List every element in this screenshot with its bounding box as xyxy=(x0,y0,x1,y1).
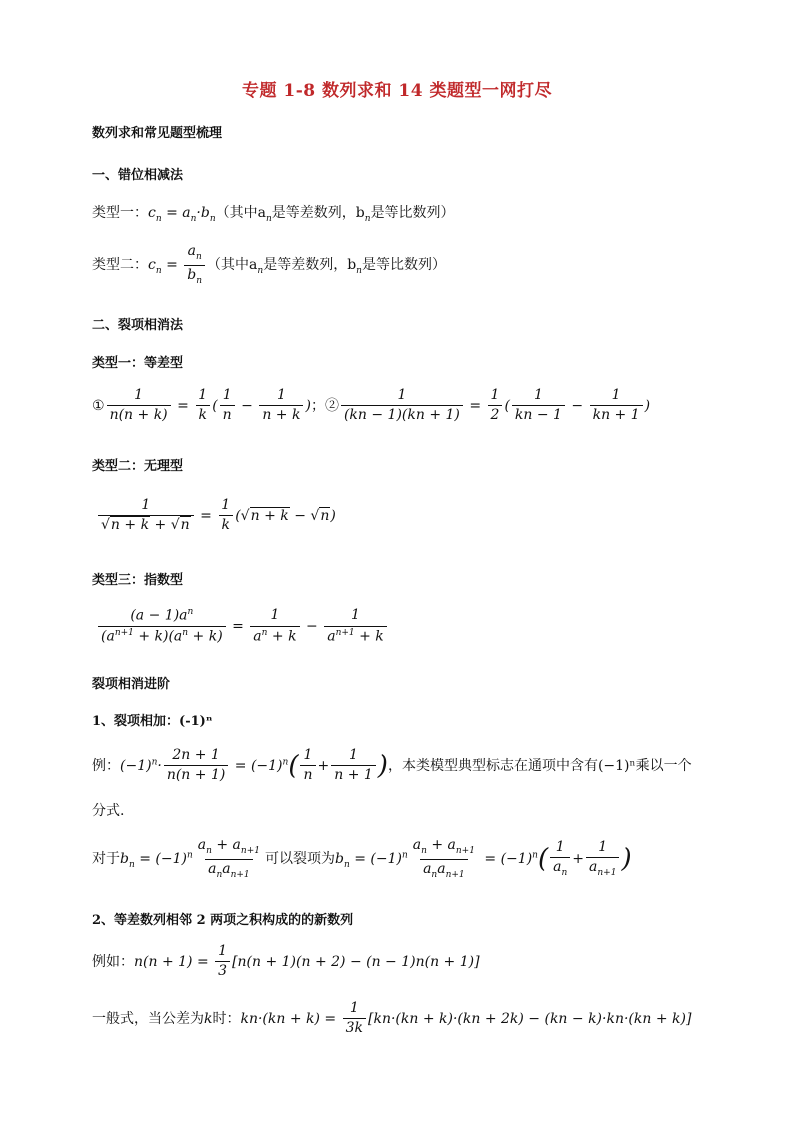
section-2-heading: 二、裂项相消法 xyxy=(92,318,184,333)
type2-label: 类型二： xyxy=(92,257,148,274)
general-k: k xyxy=(204,1010,213,1027)
sec1-type1-line: 类型一：$c_n = a_n\cdot b_n$（其中$a_n$是等差数列，$b_n$是等比数列） xyxy=(92,205,455,224)
example-label: 例： xyxy=(92,757,120,774)
general-when: 时： xyxy=(212,1010,241,1027)
item2-heading: 2、等差数列相邻 2 两项之积构成的的新数列 xyxy=(92,913,354,928)
type2-note2: 是等差数列，b xyxy=(263,257,357,274)
arithmetic-formulas: ① $\frac{1}{n(n + k)}$ = $\frac{1}{k}$ ( $\frac{1}{n}$ − $\frac{1}{n + k}$ )；② $\frac{1}{(kn - 1)(kn + 1)}$ = $\frac{1}{2}$ ( $\frac{1}{kn - 1}$ − $\frac{1}{kn + 1}$ ) xyxy=(92,387,651,424)
type2-formula: $c_n$ = $\frac{a_n}{b_n}$ xyxy=(148,257,207,273)
type-arithmetic-heading: 类型一：等差型 xyxy=(92,356,184,371)
type-exponential-heading: 类型三：指数型 xyxy=(92,573,184,588)
type-irrational-heading: 类型二：无理型 xyxy=(92,459,184,474)
advanced-heading: 裂项相消进阶 xyxy=(92,677,171,692)
for-bn-line: 对于$b_n = (-1)^n$ $\frac{a_n + a_{n+1}}{a_na_{n+1}}$ 可以裂项为$b_n = (-1)^n$ $\frac{a_n + a_{n+1}}{a_na_{n+1}}$ = $(-1)^n$( $\frac{1}{a_n}$ + $\frac{1}{a_{n+1}}$ ) xyxy=(92,837,632,880)
irrational-formula: $\frac{1}{√n + k + √n}$ = $\frac{1}{k}$ (√n + k − √n) xyxy=(96,498,336,534)
eg-product-line: 例如：n(n + 1) = $\frac{1}{3}$ [n(n + 1)(n + 2) − (n − 1)n(n + 1)] xyxy=(92,943,480,980)
overview-heading: 数列求和常见题型梳理 xyxy=(92,126,223,141)
type1-label: 类型一： xyxy=(92,205,148,221)
page-title: 专题 1-8 数列求和 14 类题型一网打尽 xyxy=(241,81,553,101)
type2-note: （其中a xyxy=(207,257,258,274)
example-line: 例：$(-1)^n\cdot$ $\frac{2n + 1}{n(n + 1)}$ = $(-1)^n$( $\frac{1}{n}$ + $\frac{1}{n + 1}$ )，本类模型典型标志在通项中含有(−1)ⁿ乘以一个 xyxy=(92,747,692,784)
section-1-heading: 一、错位相减法 xyxy=(92,168,184,183)
type1-note: （其中a xyxy=(215,205,266,221)
type2-note3: 是等比数列） xyxy=(361,257,446,274)
general-label: 一般式，当公差为 xyxy=(92,1010,204,1027)
type1-note2: 是等差数列，b xyxy=(271,205,365,221)
eg-label: 例如： xyxy=(92,953,134,970)
general-line: 一般式，当公差为k时：kn·(kn + k) = $\frac{1}{3k}$ [kn·(kn + k)·(kn + 2k) − (kn − k)·kn·(kn + k)] xyxy=(92,1000,692,1037)
circle-1: ① xyxy=(92,397,105,414)
type1-note3: 是等比数列） xyxy=(370,205,455,221)
type1-formula: $c_n = a_n\cdot b_n$ xyxy=(148,205,216,224)
exponential-formula: $\frac{(a - 1)a^n}{(a^{n+1} + k)(a^n + k)}$ = $\frac{1}{a^n + k}$ − $\frac{1}{a^{n+1} + k}$ xyxy=(96,608,389,645)
circle-2: ；② xyxy=(310,397,339,414)
can-split-label: 可以裂项为 xyxy=(264,851,335,868)
example-note-cont: 分式. xyxy=(92,803,125,819)
for-label: 对于 xyxy=(92,851,120,868)
sec1-type2-line: 类型二：$c_n$ = $\frac{a_n}{b_n}$ （其中$a_n$是等差数列，$b_n$是等比数列） xyxy=(92,243,446,286)
example-note: ，本类模型典型标志在通项中含有(−1)ⁿ乘以一个 xyxy=(387,757,692,774)
item1-heading: 1、裂项相加：(-1)ⁿ xyxy=(92,714,213,729)
